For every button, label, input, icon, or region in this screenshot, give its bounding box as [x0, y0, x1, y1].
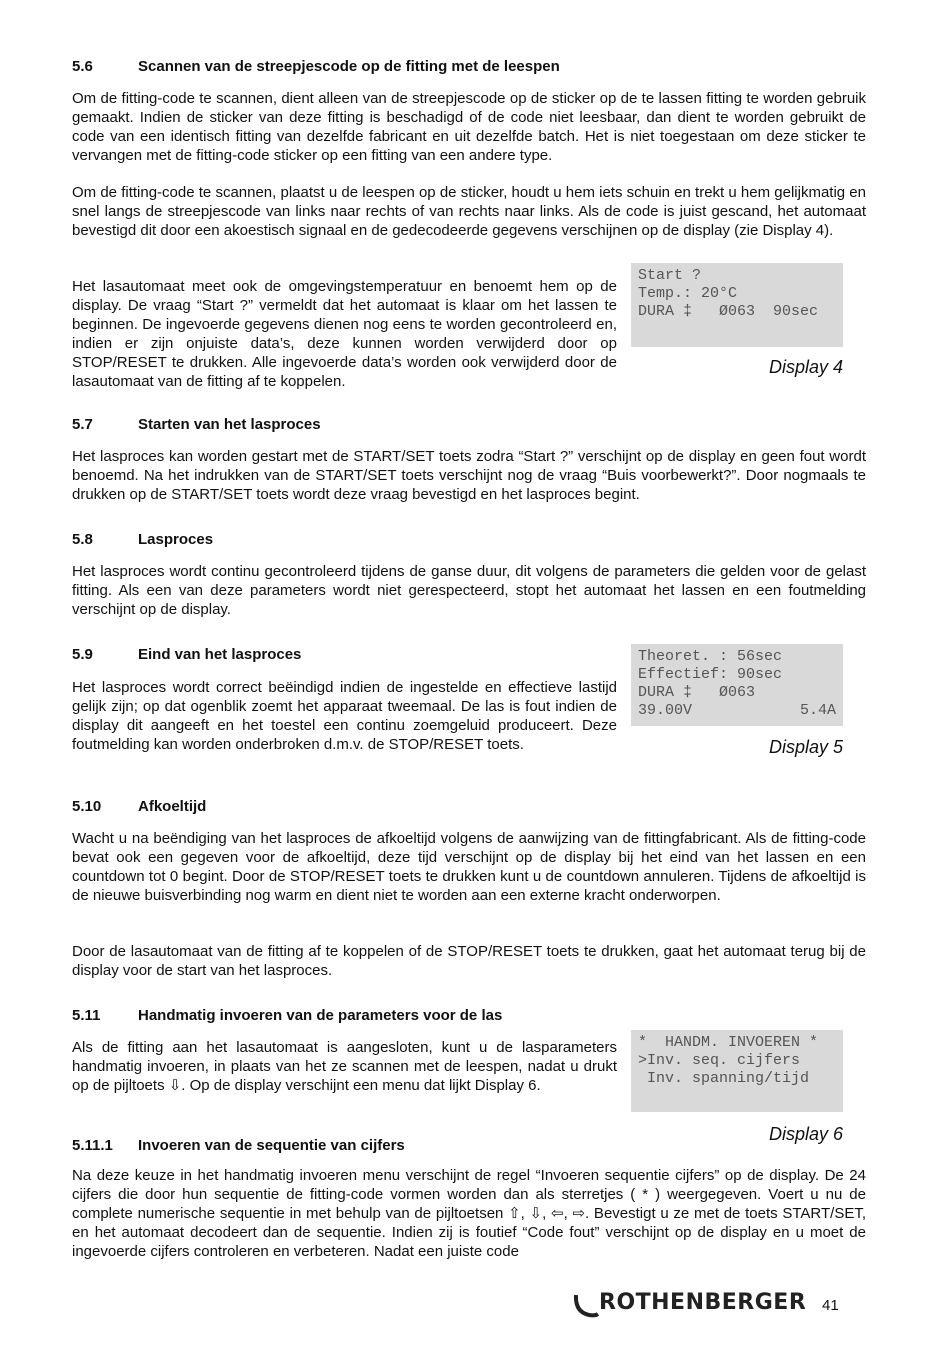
- lcd-line: Start ?: [638, 267, 702, 284]
- paragraph: Wacht u na beëndiging van het lasproces de afkoeltijd volgens de aanwijzing van de fittingfabricant. Als de fitting-code bevat ook een gegeven voor de afkoeltijd, deze tijd verschijnt op de display bij het eind van het lassen en een countdown tot 0 begint. Door de STOP/RESET toets te drukken kunt u de countdown annuleren. Tijdens de afkoeltijd is de nieuwe buisverbinding nog warm en dient niet te worden aan een externe kracht onderworpen.: [72, 830, 866, 904]
- section-title: Starten van het lasproces: [138, 416, 321, 433]
- section-title: Lasproces: [138, 531, 214, 548]
- lcd-line: >Inv. seq. cijfers: [638, 1052, 801, 1069]
- section-number: 5.10: [72, 798, 102, 815]
- lcd-line: DURA ‡ Ø063 90sec: [638, 303, 819, 320]
- paragraph: Door de lasautomaat van de fitting af te koppelen of de STOP/RESET toets te drukken, gaat het automaat terug bij de display voor de start van het lasproces.: [72, 943, 866, 979]
- section-title: Invoeren van de sequentie van cijfers: [138, 1137, 405, 1154]
- section-number: 5.11: [72, 1007, 101, 1024]
- section-number: 5.8: [72, 531, 93, 548]
- paragraph: Om de fitting-code te scannen, plaatst u de leespen op de sticker, houdt u hem iets schuin en trekt u hem gelijkmatig en snel langs de streepjescode van links naar rechts of van rechts naar links. Als de code is juist gescand, het automaat bevestigd dit door een akoestisch signaal en de gedecodeerde gegevens verschijnen op de display (zie Display 4).: [72, 184, 866, 239]
- paragraph: Het lasproces wordt correct beëindigd indien de ingestelde en effectieve lastijd gelijk zijn; op dat ogenblik zoemt het apparaat tweemaal. De las is fout indien de display dit aangeeft en het toestel een continu zoemgeluid produceert. Deze foutmelding kan worden onderbroken d.m.v. de STOP/RESET toets.: [72, 679, 617, 753]
- section-number: 5.9: [72, 646, 93, 663]
- section-heading-5-6: [72, 57, 560, 76]
- section-title: Scannen van de streepjescode op de fitting met de leespen: [138, 58, 560, 75]
- lcd-line: Temp.: 20°C: [638, 285, 738, 302]
- section-title: Afkoeltijd: [138, 798, 207, 815]
- paragraph: Het lasautomaat meet ook de omgevingstemperatuur en benoemt hem op de display. De vraag “Start ?” vermeldt dat het automaat is klaar om het lassen te beginnen. De ingevoerde gegevens dienen nog eens te worden gecontroleerd en, indien er zijn onjuiste data’s, deze kunnen worden verwijderd door op STOP/RESET te drukken. Alle ingevoerde data’s worden ook verwijderd door de lasautomaat van de fitting af te koppelen.: [72, 278, 617, 390]
- lcd-line: Inv. spanning/tijd: [638, 1070, 810, 1087]
- display-caption: Display 4: [768, 357, 843, 377]
- section-title: Eind van het lasproces: [138, 646, 302, 663]
- section-heading-5-10: [72, 797, 206, 816]
- lcd-line: 39.00V 5.4A: [638, 702, 836, 719]
- section-heading-5-7: [72, 415, 321, 434]
- section-heading-5-9: [72, 645, 301, 664]
- logo-swoosh-icon: [573, 1292, 599, 1318]
- section-heading-5-11: [72, 1006, 502, 1025]
- lcd-line: Effectief: 90sec: [638, 666, 783, 683]
- section-number: 5.6: [72, 58, 93, 75]
- lcd-display-5: [631, 644, 843, 726]
- page-number: 41: [822, 1297, 839, 1314]
- lcd-line: * HANDM. INVOEREN *: [638, 1034, 819, 1051]
- lcd-display-4: [631, 263, 843, 347]
- section-heading-5-8: [72, 530, 213, 549]
- lcd-display-6: [631, 1030, 843, 1112]
- rothenberger-logo: [575, 1290, 806, 1315]
- paragraph: Om de fitting-code te scannen, dient alleen van de streepjescode op de sticker op de te lassen fitting te worden gebruik gemaakt. Indien de sticker van deze fitting is beschadigd of de code niet leesbaar, dan dient te worden gebruikt de code van een identisch fitting van dezelfde fabricant en uit dezelfde batch. Het is niet toegestaan om deze sticker te vervangen met de fitting-code sticker op een fitting van een andere type.: [72, 90, 866, 164]
- paragraph: Het lasproces wordt continu gecontroleerd tijdens de ganse duur, dit volgens de parameters die gelden voor de gelast fitting. Als een van deze parameters wordt niet gerespecteerd, stopt het automaat het lassen en een foutmelding verschijnt op de display.: [72, 563, 866, 618]
- brand-name: ROTHENBERGER: [599, 1290, 807, 1315]
- paragraph: Als de fitting aan het lasautomaat is aangesloten, kunt u de lasparameters handmatig invoeren, in plaats van het ze scannen met de leespen, nadat u drukt op de pijltoets ⇩. Op de display verschijnt een menu dat lijkt Display 6.: [72, 1039, 617, 1094]
- display-caption: Display 5: [768, 737, 843, 757]
- display-caption: Display 6: [768, 1124, 843, 1144]
- paragraph: Na deze keuze in het handmatig invoeren menu verschijnt de regel “Invoeren sequentie cijfers” op de display. De 24 cijfers die door hun sequentie de fitting-code vormen worden dan als sterretjes ( * ) weergegeven. Voert u nu de complete numerische sequentie in met behulp van de pijltoetsen ⇧, ⇩, ⇦, ⇨. Bevestigt u ze met de toets START/SET, en het automaat decodeert dan de sequentie. Indien zij is foutief “Code fout” verschijnt op de display en u moet de ingevoerde cijfers controleren en verbeteren. Nadat een juiste code: [72, 1167, 866, 1260]
- section-title: Handmatig invoeren van de parameters voor de las: [138, 1007, 503, 1024]
- lcd-line: Theoret. : 56sec: [638, 648, 783, 665]
- lcd-line: DURA ‡ Ø063: [638, 684, 756, 701]
- section-number: 5.7: [72, 416, 93, 433]
- paragraph: Het lasproces kan worden gestart met de START/SET toets zodra “Start ?” verschijnt op de display en geen fout wordt benoemd. Na het indrukken van de START/SET toets verschijnt nog de vraag “Buis voorbewerkt?”. Door nogmaals te drukken op de START/SET toets wordt deze vraag bevestigd en het lasproces begint.: [72, 448, 866, 503]
- section-number: 5.11.1: [72, 1137, 113, 1154]
- section-heading-5-11-1: [72, 1136, 405, 1155]
